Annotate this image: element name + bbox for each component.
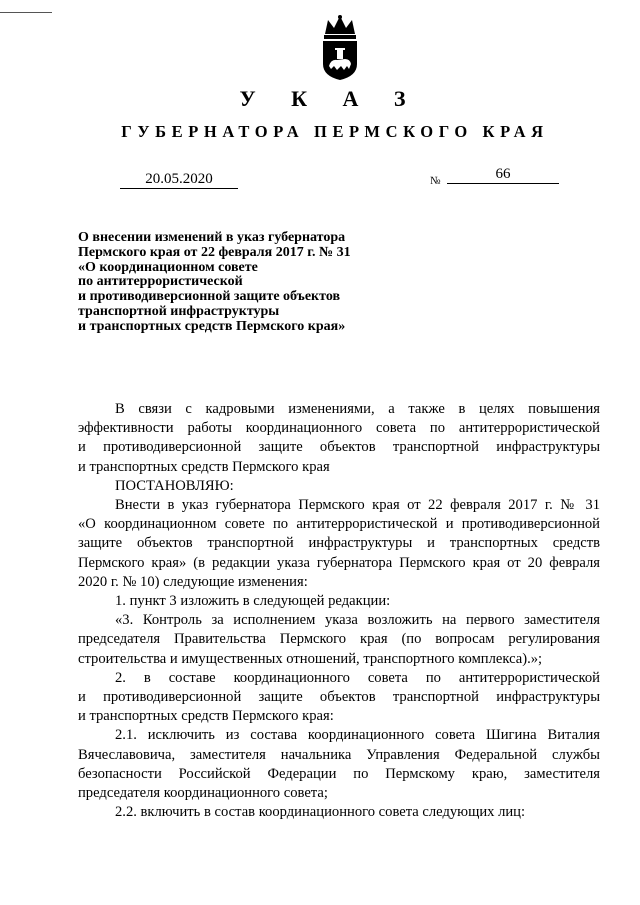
paragraph-line: 1. пункт 3 изложить в следующей редакции: — [115, 593, 391, 610]
decree-date: 20.05.2020 — [120, 170, 238, 189]
paragraph-line: и противодиверсионной защите объектов транспортной инфраструктуры — [78, 439, 600, 456]
document-title: У К А З — [239, 86, 421, 111]
perm-krai-coat-of-arms-icon — [319, 14, 361, 82]
heading-line: «О координационном совете — [78, 259, 258, 275]
paragraph-line: «3. Контроль за исполнением указа возложить на первого заместителя — [115, 612, 600, 629]
paragraph-line: ПОСТАНОВЛЯЮ: — [115, 477, 234, 494]
heading-line: и транспортных средств Пермского края» — [78, 318, 346, 334]
paragraph-line: и противодиверсионной защите объектов транспортной инфраструктуры — [78, 689, 600, 706]
paragraph-line: Внести в указ губернатора Пермского края от 22 февраля 2017 г. № 31 — [115, 497, 600, 514]
heading-line: транспортной инфраструктуры — [78, 303, 280, 319]
decree-body — [78, 400, 600, 822]
paragraph-line: и транспортных средств Пермского края — [78, 458, 330, 475]
decree-number: 66 — [447, 165, 559, 184]
paragraph-line: Пермского края» (в редакции указа губернатора Пермского края от 20 февраля — [78, 554, 600, 571]
paragraph-line: и транспортных средств Пермского края: — [78, 708, 334, 725]
paragraph-line: строительства и имущественных отношений, транспортного комплекса).»; — [78, 650, 543, 667]
heading-line: по антитеррористической — [78, 274, 243, 290]
paragraph-line: В связи с кадровыми изменениями, а также в целях повышения — [115, 401, 600, 417]
decree-heading — [78, 231, 418, 335]
paragraph-line: защите объектов транспортной инфраструктуры и транспортных средств — [78, 535, 600, 552]
heading-line: Пермского края от 22 февраля 2017 г. № 31 — [78, 244, 351, 260]
paragraph-line: председателя координационного совета; — [78, 785, 328, 802]
paragraph-line: Вячеславовича, заместителя начальника Управления Федеральной службы — [78, 746, 600, 763]
paragraph-line: 2.1. исключить из состава координационного совета Шигина Виталия — [115, 727, 600, 744]
number-sign: № — [430, 175, 441, 187]
paragraph-line: 2. в составе координационного совета по антитеррористической — [115, 669, 600, 686]
page-edge-mark — [0, 0, 52, 13]
paragraph-line: эффективности работы координационного совета по антитеррористической — [78, 420, 600, 437]
document-subtitle: ГУБЕРНАТОРА ПЕРМСКОГО КРАЯ — [121, 122, 549, 141]
paragraph-line: безопасности Российской Федерации по Пермскому краю, заместителя — [78, 765, 600, 782]
heading-line: О внесении изменений в указ губернатора — [78, 230, 346, 245]
paragraph-line: председателя Правительства Пермского края (по вопросам регулирования — [78, 631, 600, 648]
paragraph-line: «О координационном совете по антитеррористической и противодиверсионной — [78, 516, 600, 533]
heading-line: и противодиверсионной защите объектов — [78, 289, 341, 305]
paragraph-line: 2.2. включить в состав координационного совета следующих лиц: — [115, 804, 526, 821]
paragraph-line: 2020 г. № 10) следующие изменения: — [78, 573, 308, 590]
